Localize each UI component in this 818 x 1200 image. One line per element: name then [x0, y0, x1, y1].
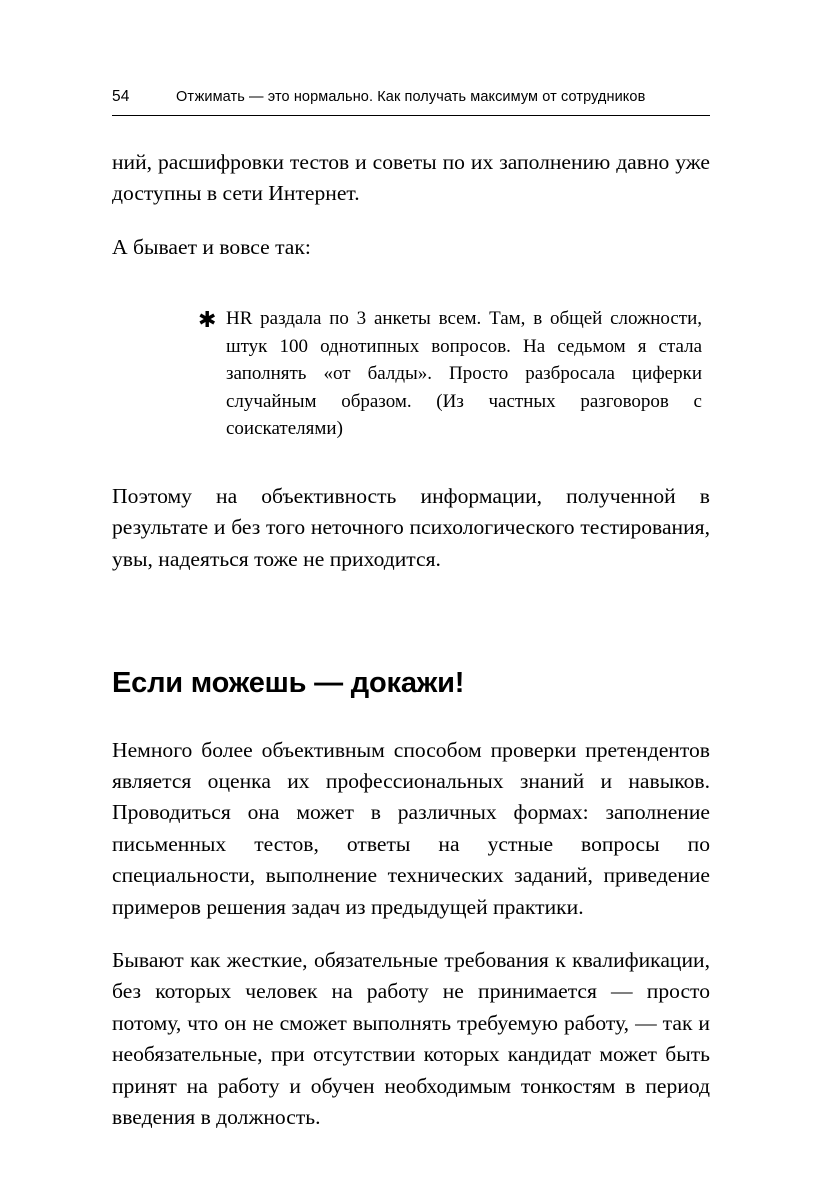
spacer — [112, 116, 710, 147]
section-heading: Если можешь — докажи! — [112, 667, 465, 700]
spacer — [112, 923, 710, 945]
running-head-title: Отжимать — это нормально. Как получать максимум от сотрудников — [176, 89, 646, 105]
page-content — [112, 88, 710, 1173]
paragraph-5: Бывают как жесткие, обязательные требования к квалификации, без которых человек на работу не принимается — просто потому, что он не сможет выполнять требуемую работу, — так и необязательные, при отсутствии которых кандидат может быть принят на работу и обучен необходимым тонкостям в период введения в должность. — [112, 947, 710, 1129]
spacer — [112, 701, 710, 735]
spacer — [112, 210, 710, 232]
page-number: 54 — [112, 88, 130, 105]
paragraph-3: Поэтому на объективность информации, полученной в результате и без того неточного психологического тестирования, увы, надеяться тоже не приходится. — [112, 483, 710, 571]
spacer — [112, 575, 710, 667]
paragraph-2: А бывает и вовсе так: — [112, 234, 311, 259]
quote-block — [112, 305, 710, 443]
paragraph-1: ний, расшифровки тестов и советы по их заполнению давно уже доступны в сети Интернет. — [112, 150, 710, 206]
asterisk-icon: ✱ — [198, 308, 217, 334]
spacer — [112, 1133, 710, 1173]
quote-text: HR раздала по 3 анкеты всем. Там, в общей сложности, штук 100 однотипных вопросов. На седьмом я стала заполнять «от балды». Просто разбросала циферки случайным образом. (Из частных разговоров с соискателями) — [226, 308, 702, 440]
running-head — [112, 88, 710, 116]
paragraph-4: Немного более объективным способом проверки претендентов является оценка их профессиональных знаний и навыков. Проводиться она может в различных формах: заполнение письменных тестов, ответы на устные вопросы по специальности, выполнение технических заданий, приведение примеров решения задач из предыдущей практики. — [112, 737, 710, 919]
